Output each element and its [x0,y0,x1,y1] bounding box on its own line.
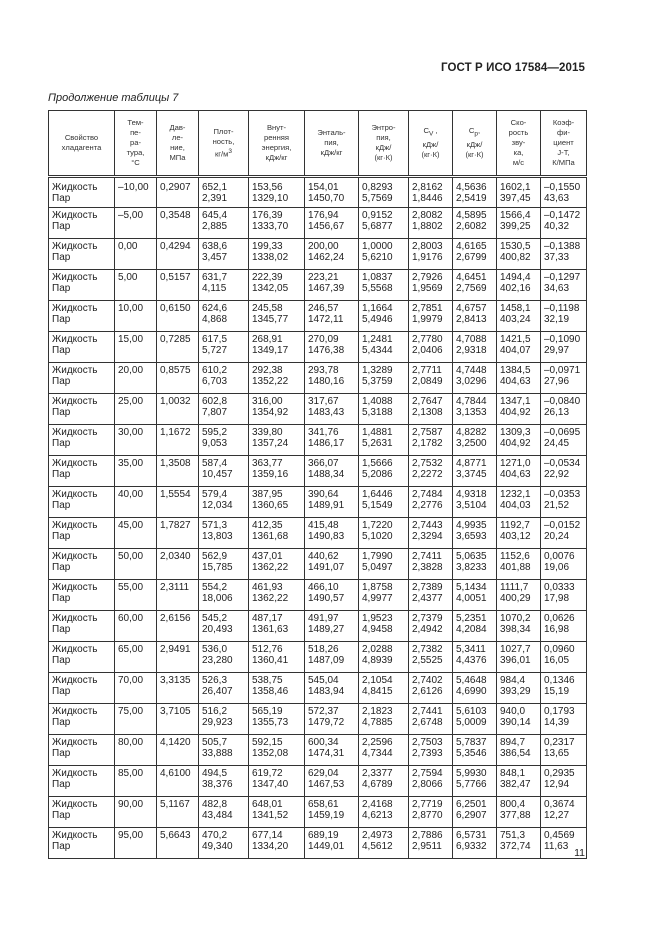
document-header: ГОСТ Р ИСО 17584—2015 [440,62,585,74]
table-cell: 245,58 1345,77 [249,301,305,332]
table-cell: 268,91 1349,17 [249,332,305,363]
table-cell: 751,3 372,74 [497,828,541,859]
table-cell: 617,5 5,727 [199,332,249,363]
table-cell: 631,7 4,115 [199,270,249,301]
table-cell: Жидкость Пар [49,549,115,580]
table-cell: 5,1167 [157,797,199,828]
table-row [49,797,587,828]
table-row [49,828,587,859]
table-cell: 4,7844 3,1353 [453,394,497,425]
page-number: 11 [574,847,585,859]
table-cell: 0,00 [115,239,157,270]
table-cell: Жидкость Пар [49,425,115,456]
table-row [49,487,587,518]
table-cell: –0,1198 32,19 [541,301,587,332]
table-cell: 65,00 [115,642,157,673]
table-cell: 482,8 43,484 [199,797,249,828]
table-cell: 2,7780 2,0406 [409,332,453,363]
table-cell: 20,00 [115,363,157,394]
table-cell: Жидкость Пар [49,332,115,363]
table-cell: –0,0534 22,92 [541,456,587,487]
table-cell: 0,8575 [157,363,199,394]
table-cell: 4,6100 [157,766,199,797]
table-cell: 2,7594 2,8066 [409,766,453,797]
table-cell: 0,6150 [157,301,199,332]
table-cell: 1,7990 5,0497 [359,549,409,580]
table-cell: 2,7587 2,1782 [409,425,453,456]
table-cell: 4,5636 2,5419 [453,177,497,208]
table-cell: 2,7441 2,6748 [409,704,453,735]
table-cell: 2,0288 4,8939 [359,642,409,673]
table-cell: 4,5895 2,6082 [453,208,497,239]
table-row [49,425,587,456]
table-cell: 2,4168 4,6213 [359,797,409,828]
table-caption: Продолжение таблицы 7 [48,92,179,104]
table-cell: 1,1672 [157,425,199,456]
table-cell: 0,7285 [157,332,199,363]
table-cell: 2,7379 2,4942 [409,611,453,642]
table-cell: –0,0971 27,96 [541,363,587,394]
column-header: Дав- ле- ние, МПа [157,111,199,177]
table-cell: 55,00 [115,580,157,611]
table-cell: 366,07 1488,34 [305,456,359,487]
table-row [49,301,587,332]
table-row [49,704,587,735]
table-cell: 2,7503 2,7393 [409,735,453,766]
table-cell: 2,7443 2,3294 [409,518,453,549]
table-cell: 363,77 1359,16 [249,456,305,487]
table-cell: 0,2907 [157,177,199,208]
table-cell: 70,00 [115,673,157,704]
table-cell: 85,00 [115,766,157,797]
table-cell: 2,7886 2,9511 [409,828,453,859]
table-row [49,673,587,704]
table-cell: 505,7 33,888 [199,735,249,766]
table-cell: 1309,3 404,92 [497,425,541,456]
table-cell: 0,0076 19,06 [541,549,587,580]
table-cell: 200,00 1462,24 [305,239,359,270]
table-cell: 1,5554 [157,487,199,518]
table-cell: 2,7647 2,1308 [409,394,453,425]
table-cell: 3,3135 [157,673,199,704]
table-cell: 2,8082 1,8802 [409,208,453,239]
table-cell: 5,4648 4,6990 [453,673,497,704]
table-cell: 689,19 1449,01 [305,828,359,859]
table-cell: –0,0840 26,13 [541,394,587,425]
table-cell: 572,37 1479,72 [305,704,359,735]
table-cell: 536,0 23,280 [199,642,249,673]
table-cell: 270,09 1476,38 [305,332,359,363]
column-header: Cp, кДж/ (кг·К) [453,111,497,177]
table-cell: 0,1346 15,19 [541,673,587,704]
table-cell: 984,4 393,29 [497,673,541,704]
table-cell: 638,6 3,457 [199,239,249,270]
table-cell: 50,00 [115,549,157,580]
table-row [49,208,587,239]
table-cell: 491,97 1489,27 [305,611,359,642]
table-row [49,642,587,673]
table-cell: 1,3508 [157,456,199,487]
table-cell: 6,2501 6,2907 [453,797,497,828]
column-header: Тем- пе- ра- тура, °C [115,111,157,177]
table-cell: 2,8003 1,9176 [409,239,453,270]
table-cell: 2,7711 2,0849 [409,363,453,394]
table-cell: Жидкость Пар [49,642,115,673]
table-row [49,611,587,642]
table-cell: 1192,7 403,12 [497,518,541,549]
table-cell: Жидкость Пар [49,394,115,425]
table-cell: 466,10 1490,57 [305,580,359,611]
table-cell: 1566,4 399,25 [497,208,541,239]
table-cell: 317,67 1483,43 [305,394,359,425]
table-cell: 2,7532 2,2272 [409,456,453,487]
table-cell: 2,7926 1,9569 [409,270,453,301]
table-cell: 2,3111 [157,580,199,611]
table-cell: –0,1090 29,97 [541,332,587,363]
table-cell: Жидкость Пар [49,611,115,642]
table-cell: Жидкость Пар [49,580,115,611]
table-cell: 2,0340 [157,549,199,580]
table-cell: 645,4 2,885 [199,208,249,239]
table-cell: 565,19 1355,73 [249,704,305,735]
table-cell: Жидкость Пар [49,208,115,239]
table-cell: 0,0333 17,98 [541,580,587,611]
table-cell: 2,7402 2,6126 [409,673,453,704]
table-cell: 1111,7 400,29 [497,580,541,611]
table-cell: 0,3548 [157,208,199,239]
table-cell: 2,7411 2,3828 [409,549,453,580]
column-header: Внут- ренняя энергия, кДж/кг [249,111,305,177]
table-cell: 4,7088 2,9318 [453,332,497,363]
column-header: Свойство хладагента [49,111,115,177]
table-cell: 154,01 1450,70 [305,177,359,208]
table-cell: –0,1472 40,32 [541,208,587,239]
table-cell: Жидкость Пар [49,797,115,828]
table-cell: 0,2935 12,94 [541,766,587,797]
table-row [49,580,587,611]
table-cell: 80,00 [115,735,157,766]
column-header: Энтро- пия, кДж/ (кг·К) [359,111,409,177]
table-cell: 5,7837 5,3546 [453,735,497,766]
table-cell: 10,00 [115,301,157,332]
table-cell: 3,7105 [157,704,199,735]
table-cell: 848,1 382,47 [497,766,541,797]
table-cell: 610,2 6,703 [199,363,249,394]
table-cell: 1,8758 4,9977 [359,580,409,611]
table-cell: 176,39 1333,70 [249,208,305,239]
table-cell: 526,3 26,407 [199,673,249,704]
table-cell: 595,2 9,053 [199,425,249,456]
table-cell: Жидкость Пар [49,301,115,332]
table-row [49,394,587,425]
table-cell: 223,21 1467,39 [305,270,359,301]
table-cell: 341,76 1486,17 [305,425,359,456]
table-cell: 554,2 18,006 [199,580,249,611]
table-cell: 579,4 12,034 [199,487,249,518]
table-cell: 648,01 1341,52 [249,797,305,828]
table-cell: 30,00 [115,425,157,456]
table-cell: 246,57 1472,11 [305,301,359,332]
table-cell: Жидкость Пар [49,177,115,208]
table-cell: 415,48 1490,83 [305,518,359,549]
table-cell: 4,6165 2,6799 [453,239,497,270]
table-row [49,363,587,394]
table-cell: 2,7851 1,9979 [409,301,453,332]
table-cell: 4,1420 [157,735,199,766]
table-row [49,332,587,363]
table-cell: Жидкость Пар [49,456,115,487]
table-cell: 316,00 1354,92 [249,394,305,425]
table-cell: 602,8 7,807 [199,394,249,425]
table-row [49,549,587,580]
table-row [49,270,587,301]
table-cell: 592,15 1352,08 [249,735,305,766]
table-cell: 95,00 [115,828,157,859]
table-cell: 45,00 [115,518,157,549]
table-cell: 624,6 4,868 [199,301,249,332]
table-cell: 518,26 1487,09 [305,642,359,673]
table-cell: 2,9491 [157,642,199,673]
table-row [49,518,587,549]
table-cell: 2,6156 [157,611,199,642]
table-cell: 1530,5 400,82 [497,239,541,270]
table-cell: 390,64 1489,91 [305,487,359,518]
table-cell: –0,1388 37,33 [541,239,587,270]
table-cell: –0,0353 21,52 [541,487,587,518]
table-cell: Жидкость Пар [49,673,115,704]
table-cell: 35,00 [115,456,157,487]
table-cell: 2,1054 4,8415 [359,673,409,704]
table-cell: 2,7484 2,2776 [409,487,453,518]
table-cell: 2,7382 2,5525 [409,642,453,673]
table-cell: 5,1434 4,0051 [453,580,497,611]
table-cell: 512,76 1360,41 [249,642,305,673]
table-cell: –0,0695 24,45 [541,425,587,456]
table-cell: 5,9930 5,7766 [453,766,497,797]
table-cell: 0,5157 [157,270,199,301]
table-cell: 440,62 1491,07 [305,549,359,580]
column-header: Энталь- пия, кДж/кг [305,111,359,177]
table-cell: 176,94 1456,67 [305,208,359,239]
table-cell: Жидкость Пар [49,270,115,301]
table-cell: Жидкость Пар [49,363,115,394]
table-cell: 1602,1 397,45 [497,177,541,208]
table-cell: 5,0635 3,8233 [453,549,497,580]
table-cell: Жидкость Пар [49,735,115,766]
table-cell: 0,3674 12,27 [541,797,587,828]
table-cell: 894,7 386,54 [497,735,541,766]
table-cell: 153,56 1329,10 [249,177,305,208]
table-cell: 4,8771 3,3745 [453,456,497,487]
table-cell: 1,2481 5,4344 [359,332,409,363]
table-cell: 1,3289 5,3759 [359,363,409,394]
table-cell: 1,0837 5,5568 [359,270,409,301]
table-cell: 40,00 [115,487,157,518]
column-header: Плот- ность, кг/м3 [199,111,249,177]
table-cell: 1,7827 [157,518,199,549]
table-cell: 2,7719 2,8770 [409,797,453,828]
table-row [49,766,587,797]
table-cell: 60,00 [115,611,157,642]
table-cell: Жидкость Пар [49,518,115,549]
table-cell: 1,4881 5,2631 [359,425,409,456]
table-cell: Жидкость Пар [49,766,115,797]
table-cell: 5,00 [115,270,157,301]
table-cell: 199,33 1338,02 [249,239,305,270]
table-cell: Жидкость Пар [49,828,115,859]
column-header: Коэф- фи- циент J-T, К/МПа [541,111,587,177]
table-cell: –5,00 [115,208,157,239]
table-cell: 4,8282 3,2500 [453,425,497,456]
table-cell: 0,4569 11,63 [541,828,587,859]
table-cell: 4,6757 2,8413 [453,301,497,332]
table-cell: 1,0000 5,6210 [359,239,409,270]
table-cell: 1421,5 404,07 [497,332,541,363]
properties-table [48,110,587,859]
table-cell: 2,3377 4,6789 [359,766,409,797]
table-cell: 619,72 1347,40 [249,766,305,797]
table-cell: 4,9935 3,6593 [453,518,497,549]
table-cell: 1,5666 5,2086 [359,456,409,487]
table-cell: 658,61 1459,19 [305,797,359,828]
table-cell: 1458,1 403,24 [497,301,541,332]
table-cell: 339,80 1357,24 [249,425,305,456]
table-cell: 75,00 [115,704,157,735]
table-cell: Жидкость Пар [49,239,115,270]
table-cell: 800,4 377,88 [497,797,541,828]
table-cell: 940,0 390,14 [497,704,541,735]
column-header: CV , кДж/ (кг·К) [409,111,453,177]
table-cell: 2,1823 4,7885 [359,704,409,735]
table-cell: 629,04 1467,53 [305,766,359,797]
table-cell: 538,75 1358,46 [249,673,305,704]
table-cell: 0,4294 [157,239,199,270]
table-cell: 1152,6 401,88 [497,549,541,580]
table-cell: 5,3411 4,4376 [453,642,497,673]
table-cell: 1,4088 5,3188 [359,394,409,425]
table-cell: 387,95 1360,65 [249,487,305,518]
table-cell: 545,2 20,493 [199,611,249,642]
table-cell: 587,4 10,457 [199,456,249,487]
table-cell: 1,9523 4,9458 [359,611,409,642]
table-cell: 6,5731 6,9332 [453,828,497,859]
table-cell: 1,1664 5,4946 [359,301,409,332]
table-cell: 412,35 1361,68 [249,518,305,549]
table-cell: 1027,7 396,01 [497,642,541,673]
table-cell: 1,0032 [157,394,199,425]
table-cell: 516,2 29,923 [199,704,249,735]
table-cell: –0,1550 43,63 [541,177,587,208]
table-cell: 0,1793 14,39 [541,704,587,735]
table-cell: 293,78 1480,16 [305,363,359,394]
table-cell: 470,2 49,340 [199,828,249,859]
table-cell: 25,00 [115,394,157,425]
table-cell: 2,7389 2,4377 [409,580,453,611]
table-cell: 1,7220 5,1020 [359,518,409,549]
table-cell: 222,39 1342,05 [249,270,305,301]
table-header-row [49,111,587,177]
table-cell: –0,0152 20,24 [541,518,587,549]
table-cell: 5,6103 5,0009 [453,704,497,735]
column-header: Ско- рость зву- ка, м/с [497,111,541,177]
table-cell: 4,6451 2,7569 [453,270,497,301]
table-row [49,735,587,766]
table-cell: 1384,5 404,63 [497,363,541,394]
table-cell: 494,5 38,376 [199,766,249,797]
table-cell: –10,00 [115,177,157,208]
table-cell: 677,14 1334,20 [249,828,305,859]
table-row [49,177,587,208]
table-cell: 90,00 [115,797,157,828]
table-cell: 2,4973 4,5612 [359,828,409,859]
table-cell: 2,2596 4,7344 [359,735,409,766]
table-cell: 0,0626 16,98 [541,611,587,642]
table-cell: 4,9318 3,5104 [453,487,497,518]
table-cell: 2,8162 1,8446 [409,177,453,208]
table-cell: 5,6643 [157,828,199,859]
table-cell: 1,6446 5,1549 [359,487,409,518]
table-cell: 0,0960 16,05 [541,642,587,673]
table-cell: 1494,4 402,16 [497,270,541,301]
table-row [49,239,587,270]
table-cell: 5,2351 4,2084 [453,611,497,642]
table-cell: Жидкость Пар [49,704,115,735]
table-cell: 600,34 1474,31 [305,735,359,766]
table-cell: 1271,0 404,63 [497,456,541,487]
table-cell: 461,93 1362,22 [249,580,305,611]
table-cell: –0,1297 34,63 [541,270,587,301]
table-cell: 15,00 [115,332,157,363]
table-cell: 0,2317 13,65 [541,735,587,766]
table-cell: 562,9 15,785 [199,549,249,580]
table-cell: 571,3 13,803 [199,518,249,549]
table-cell: 652,1 2,391 [199,177,249,208]
table-cell: 1070,2 398,34 [497,611,541,642]
table-cell: 292,38 1352,22 [249,363,305,394]
table-cell: 0,9152 5,6877 [359,208,409,239]
table-cell: 0,8293 5,7569 [359,177,409,208]
table-row [49,456,587,487]
table-cell: Жидкость Пар [49,487,115,518]
table-cell: 1347,1 404,92 [497,394,541,425]
table-cell: 437,01 1362,22 [249,549,305,580]
table-cell: 545,04 1483,94 [305,673,359,704]
table-cell: 487,17 1361,63 [249,611,305,642]
table-body [49,177,587,859]
table-cell: 4,7448 3,0296 [453,363,497,394]
table-cell: 1232,1 404,03 [497,487,541,518]
